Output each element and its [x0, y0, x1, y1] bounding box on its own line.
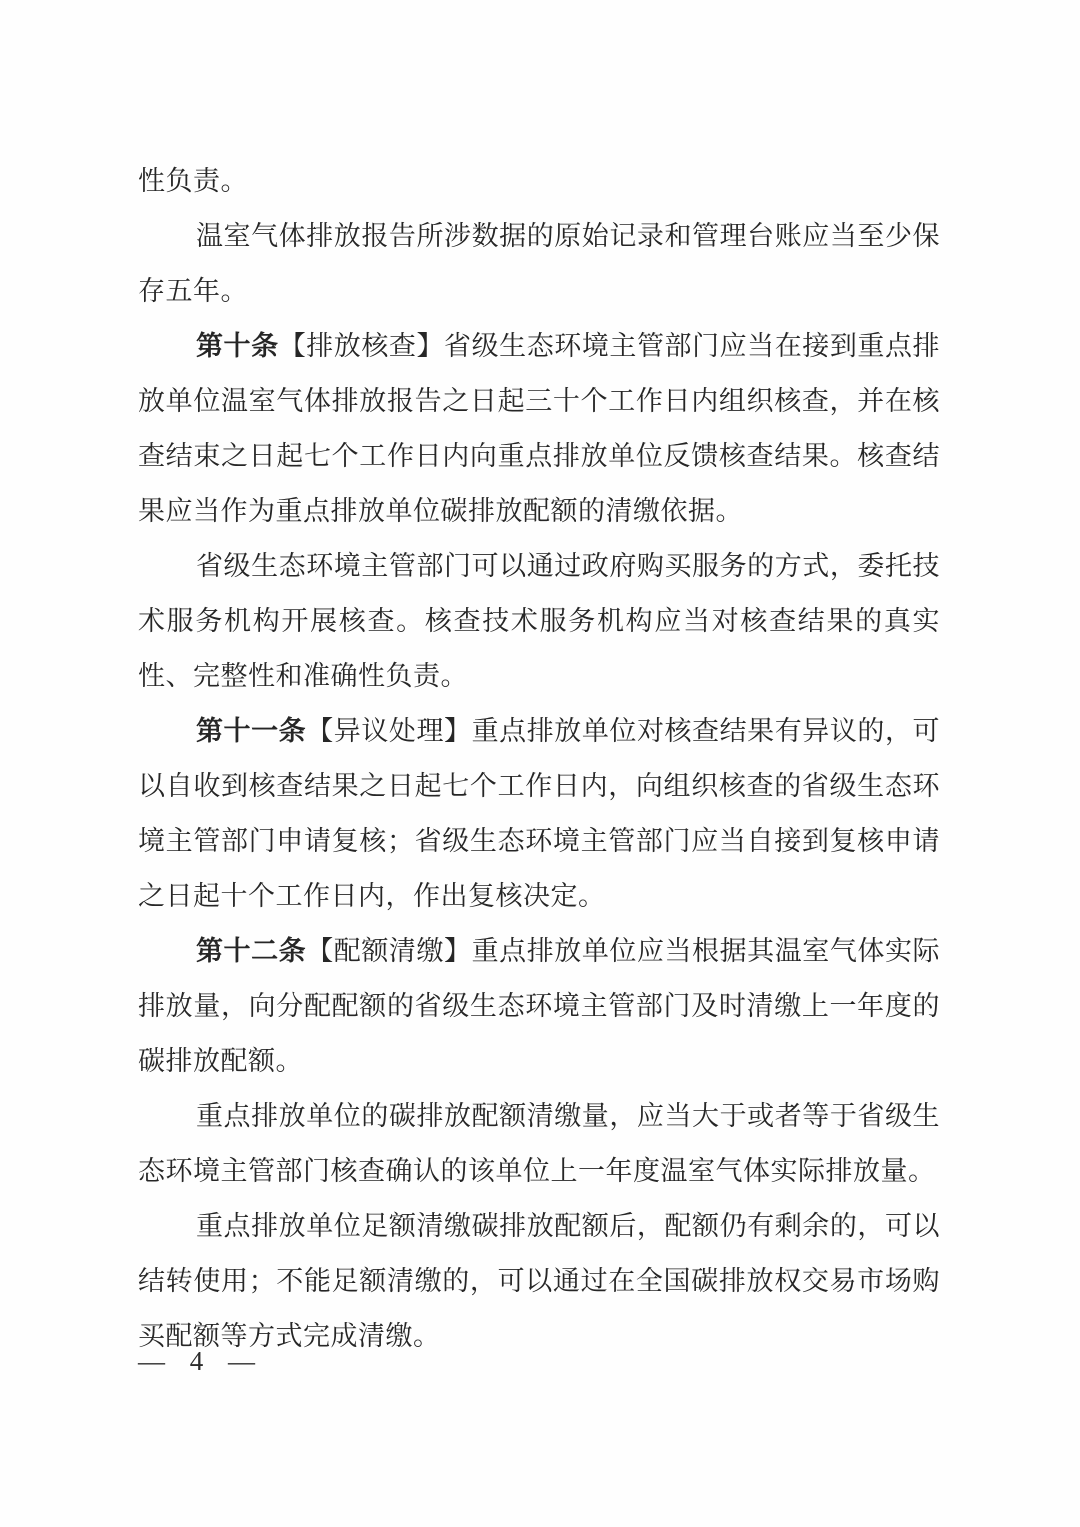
paragraph-text: 省级生态环境主管部门应当在接到重点排放单位温室气体排放报告之日起三十个工作日内组织核查，并在核查结束之日起七个工作日内向重点排放单位反馈核查结果。核查结果应当作为重点排放单位碳排放配额的清缴依据。 [138, 331, 941, 526]
paragraph-text: 性负责。 [138, 166, 248, 196]
paragraph-continuation [138, 154, 940, 209]
article-10-paragraph [138, 319, 940, 539]
article-number: 第十条 [196, 331, 279, 361]
paragraph-text: 省级生态环境主管部门可以通过政府购买服务的方式，委托技术服务机构开展核查。核查技术服务机构应当对核查结果的真实性、完整性和准确性负责。 [138, 551, 940, 691]
article-title-bracket: 【排放核查】 [278, 331, 445, 361]
paragraph [138, 1089, 940, 1199]
paragraph-text: 重点排放单位应当根据其温室气体实际排放量，向分配配额的省级生态环境主管部门及时清缴上一年度的碳排放配额。 [138, 936, 941, 1076]
paragraph [138, 1199, 940, 1364]
article-number: 第十二条 [196, 936, 307, 966]
article-11-paragraph [138, 704, 940, 924]
paragraph-text: 温室气体排放报告所涉数据的原始记录和管理台账应当至少保存五年。 [138, 221, 940, 306]
paragraph-text: 重点排放单位的碳排放配额清缴量，应当大于或者等于省级生态环境主管部门核查确认的该单位上一年度温室气体实际排放量。 [138, 1101, 940, 1186]
document-body [138, 154, 940, 1364]
page-number: — 4 — [138, 1346, 257, 1376]
article-title-bracket: 【异议处理】 [306, 716, 472, 746]
paragraph [138, 209, 940, 319]
paragraph [138, 539, 940, 704]
article-12-paragraph [138, 924, 940, 1089]
article-number: 第十一条 [196, 716, 307, 746]
paragraph-text: 重点排放单位足额清缴碳排放配额后，配额仍有剩余的，可以结转使用；不能足额清缴的，可以通过在全国碳排放权交易市场购买配额等方式完成清缴。 [138, 1211, 940, 1351]
paragraph-text: 重点排放单位对核查结果有异议的，可以自收到核查结果之日起七个工作日内，向组织核查的省级生态环境主管部门申请复核；省级生态环境主管部门应当自接到复核申请之日起十个工作日内，作出复核决定。 [138, 716, 941, 911]
article-title-bracket: 【配额清缴】 [306, 936, 472, 966]
